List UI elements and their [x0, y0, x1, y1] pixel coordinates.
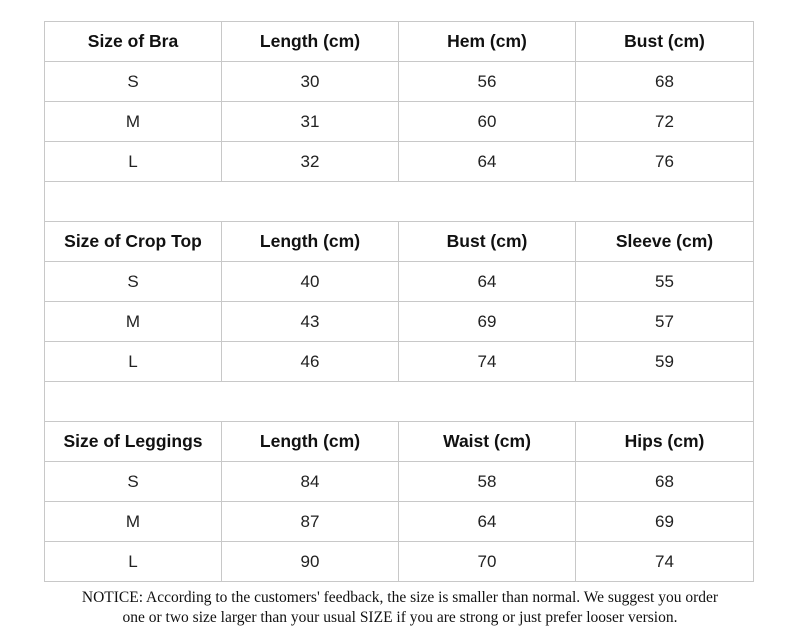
sleeve-cell: 59 — [576, 342, 754, 382]
leggings-header-row — [45, 422, 754, 462]
bust-cell: 64 — [399, 262, 576, 302]
sleeve-cell: 55 — [576, 262, 754, 302]
length-cell: 30 — [222, 62, 399, 102]
hips-cell: 68 — [576, 462, 754, 502]
table-row — [45, 542, 754, 582]
crop-top-bust-header: Bust (cm) — [399, 222, 576, 262]
crop-top-sleeve-header: Sleeve (cm) — [576, 222, 754, 262]
bust-cell: 72 — [576, 102, 754, 142]
waist-cell: 70 — [399, 542, 576, 582]
section-spacer-row — [45, 182, 754, 222]
bust-cell: 68 — [576, 62, 754, 102]
hem-cell: 64 — [399, 142, 576, 182]
sleeve-cell: 57 — [576, 302, 754, 342]
bra-header-row — [45, 22, 754, 62]
hem-cell: 56 — [399, 62, 576, 102]
leggings-length-header: Length (cm) — [222, 422, 399, 462]
size-cell: M — [45, 502, 222, 542]
table-row — [45, 262, 754, 302]
notice-line-1: NOTICE: According to the customers' feedback, the size is smaller than normal. We suggest you order — [81, 589, 719, 606]
size-cell: L — [45, 142, 222, 182]
length-cell: 87 — [222, 502, 399, 542]
waist-cell: 64 — [399, 502, 576, 542]
leggings-hips-header: Hips (cm) — [576, 422, 754, 462]
table-row — [45, 62, 754, 102]
table-row — [45, 462, 754, 502]
size-cell: S — [45, 62, 222, 102]
size-chart-table — [44, 21, 754, 582]
hem-cell: 60 — [399, 102, 576, 142]
table-row — [45, 342, 754, 382]
section-spacer — [45, 182, 754, 222]
table-row — [45, 142, 754, 182]
length-cell: 43 — [222, 302, 399, 342]
length-cell: 40 — [222, 262, 399, 302]
leggings-waist-header: Waist (cm) — [399, 422, 576, 462]
length-cell: 84 — [222, 462, 399, 502]
length-cell: 31 — [222, 102, 399, 142]
size-notice — [30, 588, 770, 628]
bra-bust-header: Bust (cm) — [576, 22, 754, 62]
crop-top-size-header: Size of Crop Top — [45, 222, 222, 262]
waist-cell: 58 — [399, 462, 576, 502]
length-cell: 32 — [222, 142, 399, 182]
section-spacer — [45, 382, 754, 422]
size-cell: L — [45, 542, 222, 582]
length-cell: 46 — [222, 342, 399, 382]
leggings-size-header: Size of Leggings — [45, 422, 222, 462]
size-cell: L — [45, 342, 222, 382]
bust-cell: 76 — [576, 142, 754, 182]
table-row — [45, 102, 754, 142]
section-spacer-row — [45, 382, 754, 422]
hips-cell: 74 — [576, 542, 754, 582]
bra-length-header: Length (cm) — [222, 22, 399, 62]
crop-top-length-header: Length (cm) — [222, 222, 399, 262]
table-row — [45, 502, 754, 542]
bra-size-header: Size of Bra — [45, 22, 222, 62]
length-cell: 90 — [222, 542, 399, 582]
bust-cell: 74 — [399, 342, 576, 382]
bust-cell: 69 — [399, 302, 576, 342]
size-cell: S — [45, 462, 222, 502]
hips-cell: 69 — [576, 502, 754, 542]
bra-hem-header: Hem (cm) — [399, 22, 576, 62]
size-cell: M — [45, 102, 222, 142]
crop-top-header-row — [45, 222, 754, 262]
size-cell: S — [45, 262, 222, 302]
table-row — [45, 302, 754, 342]
notice-line-2: one or two size larger than your usual SIZE if you are strong or just prefer looser version. — [122, 609, 678, 626]
size-cell: M — [45, 302, 222, 342]
